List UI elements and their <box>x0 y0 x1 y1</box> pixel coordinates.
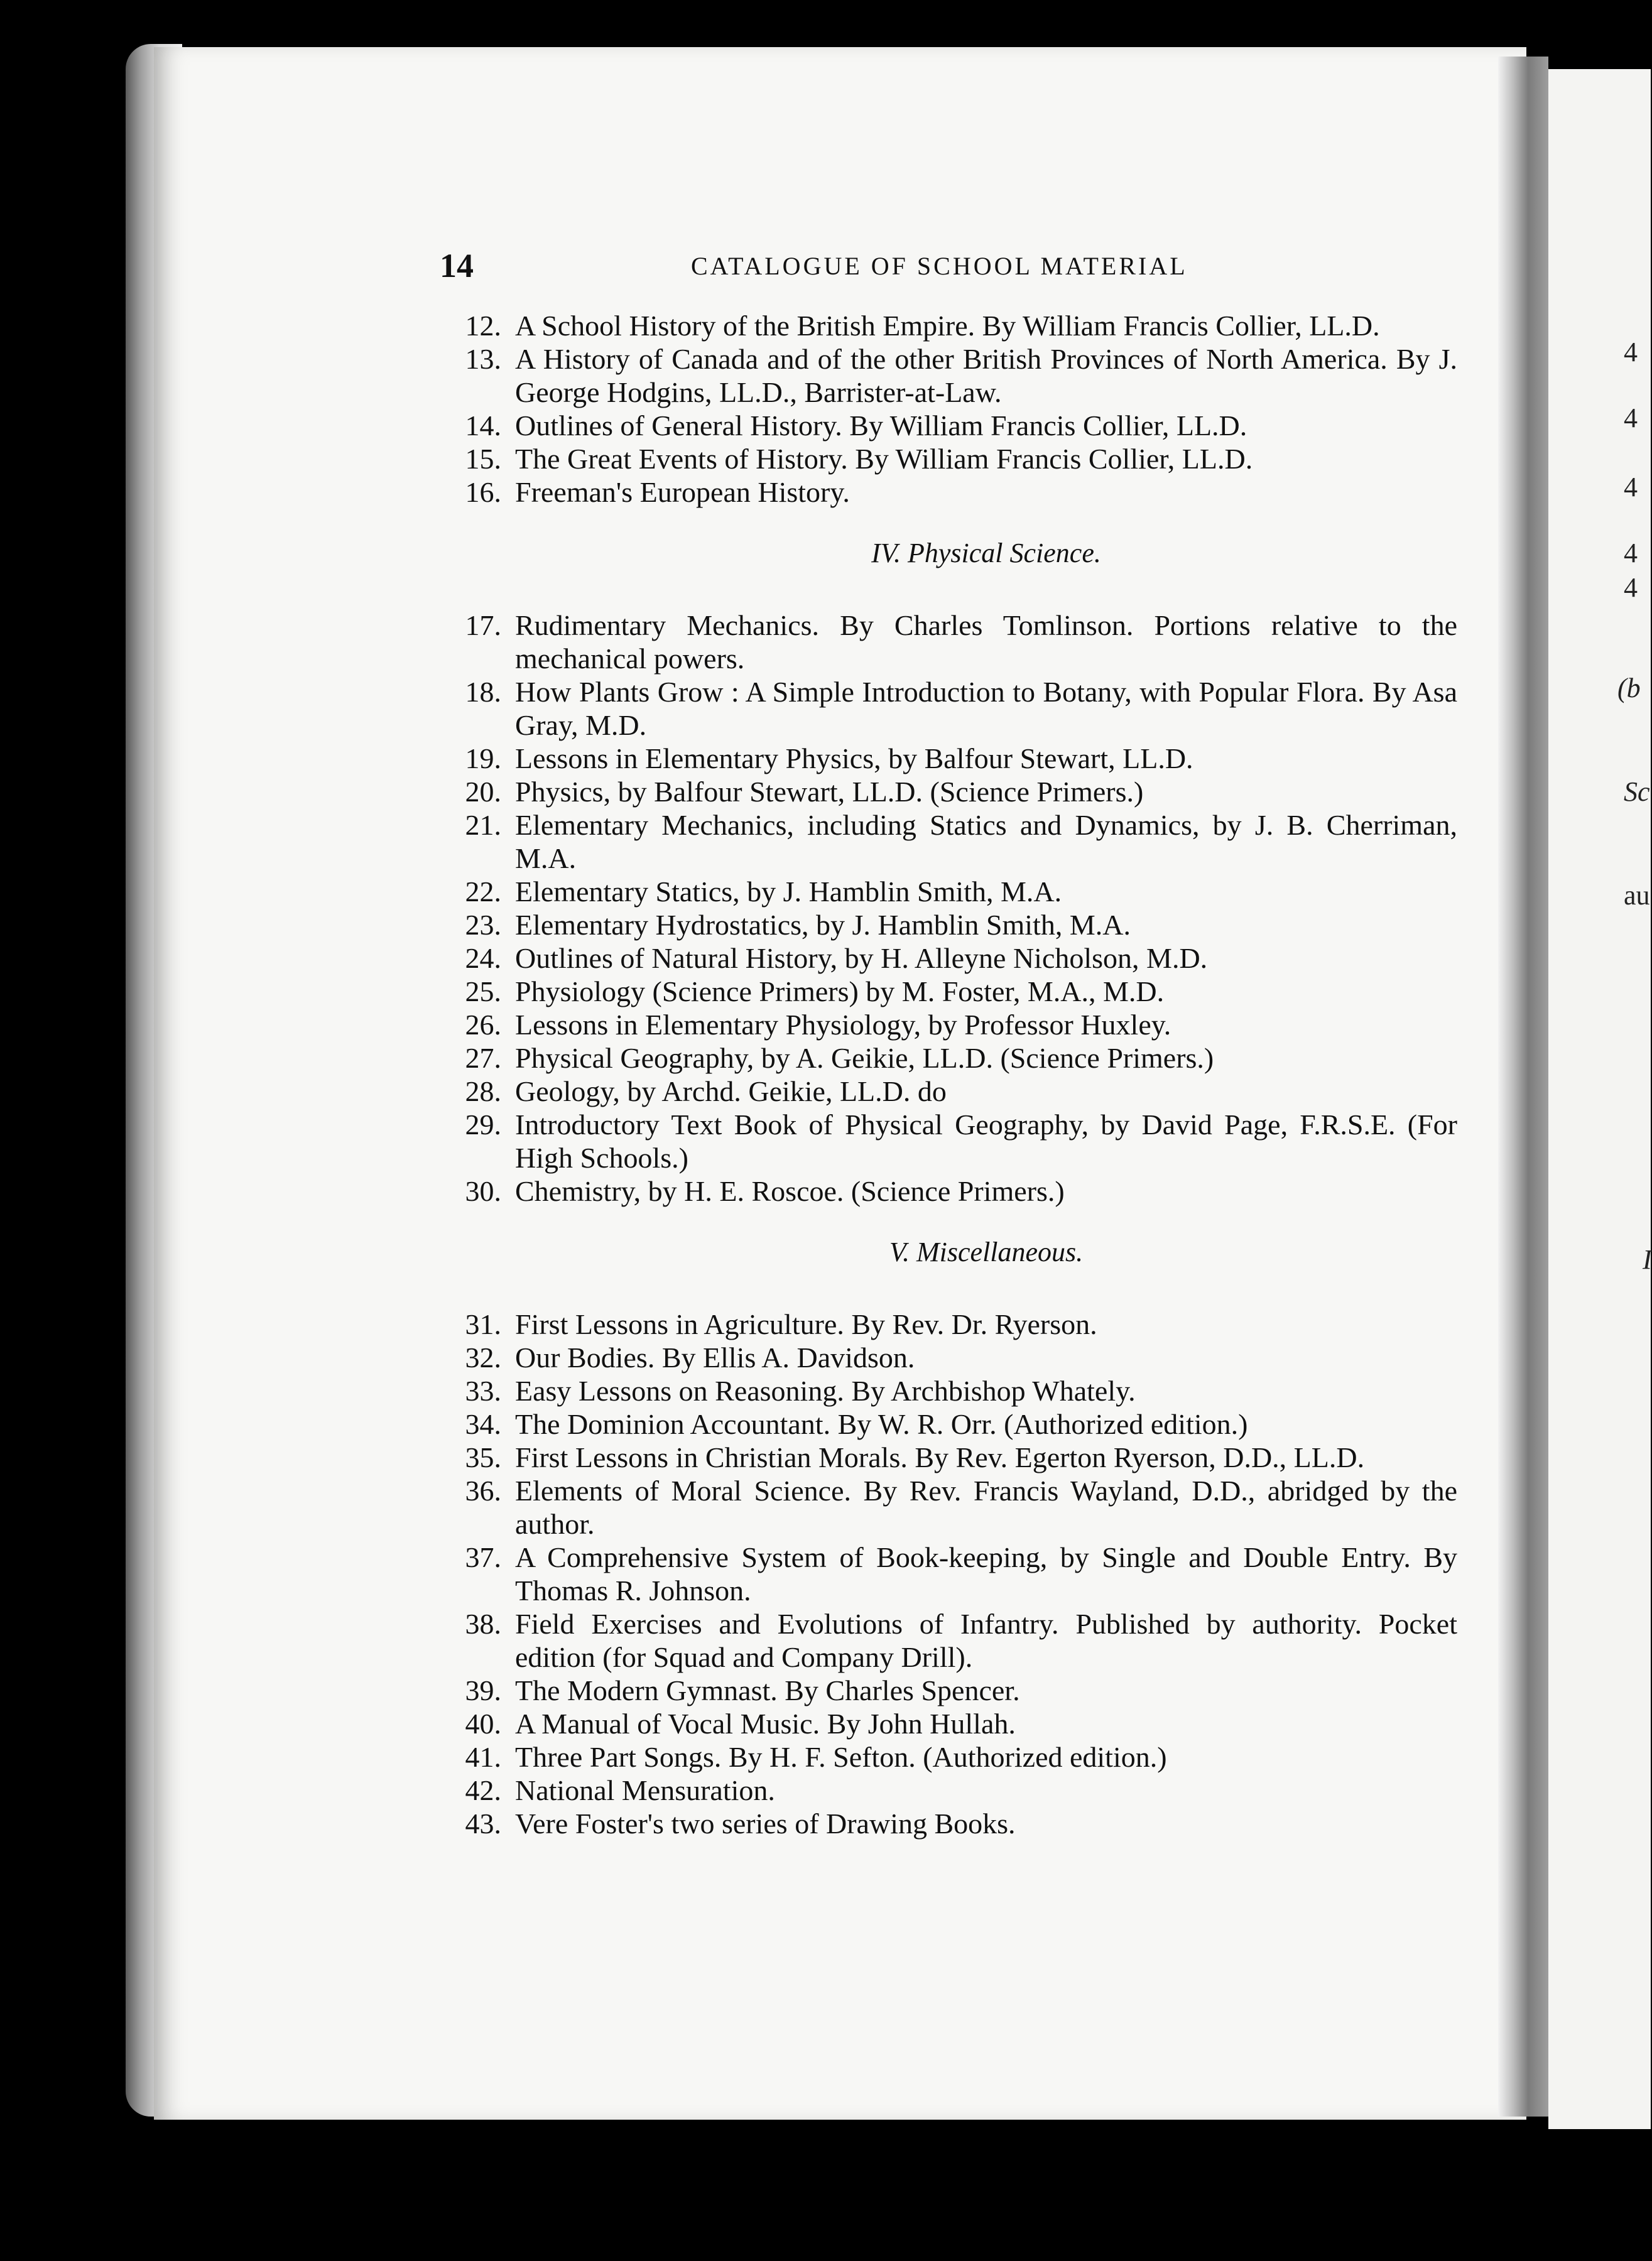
entry-number: 30. <box>465 1175 501 1207</box>
entry-number: 25. <box>465 975 501 1007</box>
entry-text: Three Part Songs. By H. F. Sefton. (Authorized edition.) <box>515 1741 1167 1773</box>
catalogue-entry <box>452 941 1457 975</box>
entry-text: A Comprehensive System of Book-keeping, by Single and Double Entry. By Thomas R. Johnson. <box>515 1541 1457 1607</box>
next-page-fragment: au <box>1624 880 1650 911</box>
entry-number: 38. <box>465 1608 501 1640</box>
next-page-fragment: 4 <box>1624 403 1638 433</box>
next-page-fragment: 4 <box>1624 572 1638 603</box>
catalogue-entry <box>452 1407 1457 1441</box>
entry-number: 24. <box>465 942 501 974</box>
entry-number: 32. <box>465 1342 501 1374</box>
entry-text: Elementary Mechanics, including Statics and Dynamics, by J. B. Cherriman, M.A. <box>515 809 1457 874</box>
catalogue-entry <box>452 475 1457 509</box>
catalogue-entry <box>452 1341 1457 1374</box>
catalogue-entry <box>452 1474 1457 1541</box>
entry-number: 34. <box>465 1408 501 1440</box>
entry-text: How Plants Grow : A Simple Introduction to Botany, with Popular Flora. By Asa Gray, M.D. <box>515 676 1457 741</box>
entry-number: 35. <box>465 1441 501 1473</box>
catalogue-entry <box>452 1008 1457 1041</box>
entry-text: A School History of the British Empire. By William Francis Collier, LL.D. <box>515 310 1380 342</box>
miscellaneous-entries <box>452 1308 1457 1840</box>
entry-number: 33. <box>465 1375 501 1407</box>
entry-text: Physics, by Balfour Stewart, LL.D. (Science Primers.) <box>515 776 1144 808</box>
entry-number: 37. <box>465 1541 501 1573</box>
catalogue-entry <box>452 908 1457 941</box>
entry-text: Freeman's European History. <box>515 476 850 508</box>
entry-text: Easy Lessons on Reasoning. By Archbishop Whately. <box>515 1375 1136 1407</box>
entry-text: Geology, by Archd. Geikie, LL.D. do <box>515 1075 947 1107</box>
entry-number: 26. <box>465 1009 501 1041</box>
entry-number: 19. <box>465 742 501 774</box>
entry-text: Rudimentary Mechanics. By Charles Tomlinson. Portions relative to the mechanical powers. <box>515 609 1457 675</box>
catalogue-entry <box>452 742 1457 775</box>
physical-science-entries <box>452 609 1457 1208</box>
next-page-fragment: 4 <box>1624 538 1638 568</box>
entry-number: 14. <box>465 409 501 442</box>
entry-text: Physical Geography, by A. Geikie, LL.D. (Science Primers.) <box>515 1042 1214 1074</box>
catalogue-entry <box>452 1674 1457 1707</box>
entry-number: 40. <box>465 1708 501 1740</box>
entry-text: National Mensuration. <box>515 1774 775 1806</box>
catalogue-entry <box>452 808 1457 875</box>
entry-text: The Modern Gymnast. By Charles Spencer. <box>515 1674 1020 1706</box>
entry-text: Lessons in Elementary Physics, by Balfour Stewart, LL.D. <box>515 742 1193 774</box>
catalogue-entry <box>452 1774 1457 1807</box>
catalogue-entry <box>452 1174 1457 1208</box>
entry-number: 18. <box>465 676 501 708</box>
catalogue-entry <box>452 1740 1457 1774</box>
catalogue-list <box>452 309 1457 1840</box>
entry-number: 43. <box>465 1808 501 1840</box>
entry-text: Elements of Moral Science. By Rev. Francis Wayland, D.D., abridged by the author. <box>515 1475 1457 1540</box>
catalogue-entry <box>452 875 1457 908</box>
entry-text: The Dominion Accountant. By W. R. Orr. (Authorized edition.) <box>515 1408 1248 1440</box>
entry-text: Elementary Hydrostatics, by J. Hamblin Smith, M.A. <box>515 909 1131 941</box>
catalogue-entry <box>452 1075 1457 1108</box>
entry-number: 21. <box>465 809 501 841</box>
catalogue-entry <box>452 1108 1457 1174</box>
section-heading-miscellaneous: V. Miscellaneous. <box>889 1237 1084 1267</box>
catalogue-entry <box>452 675 1457 742</box>
next-page-fragment: (b <box>1617 673 1641 703</box>
section-heading-physical-science: IV. Physical Science. <box>871 538 1101 568</box>
page-header <box>440 246 1470 284</box>
entry-text: Introductory Text Book of Physical Geography, by David Page, F.R.S.E. (For High Schools.) <box>515 1109 1457 1174</box>
entry-number: 13. <box>465 343 501 375</box>
catalogue-entry <box>452 975 1457 1008</box>
entry-number: 29. <box>465 1109 501 1141</box>
running-title: CATALOGUE OF SCHOOL MATERIAL <box>691 252 1188 280</box>
catalogue-entry <box>452 1441 1457 1474</box>
entry-number: 17. <box>465 609 501 641</box>
next-page-fragment: I <box>1643 1244 1652 1275</box>
entry-number: 28. <box>465 1075 501 1107</box>
entry-text: Outlines of General History. By William Francis Collier, LL.D. <box>515 409 1247 442</box>
next-page-edge <box>1548 69 1651 2129</box>
entry-number: 15. <box>465 443 501 475</box>
entry-number: 31. <box>465 1308 501 1340</box>
entry-text: Lessons in Elementary Physiology, by Professor Huxley. <box>515 1009 1171 1041</box>
catalogue-entry <box>452 609 1457 675</box>
catalogue-entry <box>452 1607 1457 1674</box>
entry-number: 27. <box>465 1042 501 1074</box>
catalogue-entry <box>452 1707 1457 1740</box>
entry-number: 20. <box>465 776 501 808</box>
entry-number: 42. <box>465 1774 501 1806</box>
catalogue-entry <box>452 409 1457 442</box>
entry-text: Physiology (Science Primers) by M. Foster, M.A., M.D. <box>515 975 1165 1007</box>
catalogue-entry <box>452 342 1457 409</box>
next-page-fragment: 4 <box>1624 472 1638 502</box>
catalogue-entry <box>452 1308 1457 1341</box>
catalogue-entry <box>452 1041 1457 1075</box>
catalogue-entry <box>452 775 1457 808</box>
entry-text: First Lessons in Agriculture. By Rev. Dr. Ryerson. <box>515 1308 1097 1340</box>
entry-number: 22. <box>465 876 501 908</box>
catalogue-entry <box>452 1374 1457 1407</box>
entry-number: 16. <box>465 476 501 508</box>
entry-text: Field Exercises and Evolutions of Infantry. Published by authority. Pocket edition (for Squad and Company Drill). <box>515 1608 1457 1673</box>
catalogue-entry <box>452 1541 1457 1607</box>
catalogue-entry <box>452 1807 1457 1840</box>
next-page-fragment: Sc <box>1624 776 1650 807</box>
entry-text: Our Bodies. By Ellis A. Davidson. <box>515 1342 915 1374</box>
entry-text: Elementary Statics, by J. Hamblin Smith, M.A. <box>515 876 1062 908</box>
entry-text: Vere Foster's two series of Drawing Books. <box>515 1808 1016 1840</box>
entry-text: First Lessons in Christian Morals. By Rev. Egerton Ryerson, D.D., LL.D. <box>515 1441 1365 1473</box>
catalogue-entry <box>452 309 1457 342</box>
entry-number: 23. <box>465 909 501 941</box>
entry-number: 12. <box>465 310 501 342</box>
page-number: 14 <box>440 247 474 285</box>
entry-text: A Manual of Vocal Music. By John Hullah. <box>515 1708 1016 1740</box>
entry-text: Chemistry, by H. E. Roscoe. (Science Primers.) <box>515 1175 1065 1207</box>
entry-text: Outlines of Natural History, by H. Alleyne Nicholson, M.D. <box>515 942 1208 974</box>
catalogue-entry <box>452 442 1457 475</box>
entry-number: 41. <box>465 1741 501 1773</box>
entry-number: 36. <box>465 1475 501 1507</box>
entry-number: 39. <box>465 1674 501 1706</box>
history-entries <box>452 309 1457 509</box>
entry-text: The Great Events of History. By William Francis Collier, LL.D. <box>515 443 1253 475</box>
page-gutter <box>1498 57 1548 2117</box>
next-page-fragment: 4 <box>1624 337 1638 367</box>
entry-text: A History of Canada and of the other British Provinces of North America. By J. George Hodgins, LL.D., Barrister-at-Law. <box>515 343 1457 408</box>
